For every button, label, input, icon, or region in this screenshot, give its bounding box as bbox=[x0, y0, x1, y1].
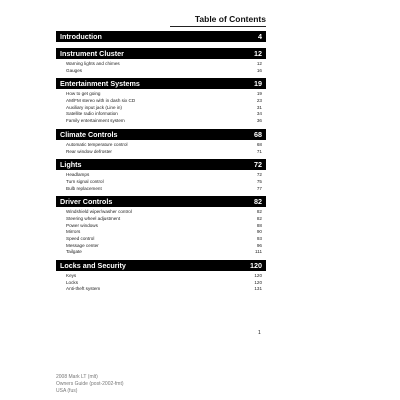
toc-section bbox=[56, 129, 266, 155]
toc-entry-page: 36 bbox=[256, 118, 262, 124]
toc-entry[interactable] bbox=[66, 286, 262, 293]
toc-entry[interactable] bbox=[66, 111, 262, 118]
section-header[interactable] bbox=[56, 260, 266, 271]
toc-entry-page: 12 bbox=[256, 61, 262, 66]
section-header[interactable] bbox=[56, 129, 266, 140]
section-page: 19 bbox=[254, 79, 262, 89]
section-page: 4 bbox=[258, 32, 262, 41]
toc-entry[interactable] bbox=[66, 249, 262, 256]
toc-entry-page: 75 bbox=[256, 178, 262, 184]
toc-section bbox=[56, 196, 266, 256]
section-header[interactable] bbox=[56, 48, 266, 59]
toc-entry-page: 23 bbox=[256, 98, 262, 104]
toc-entry[interactable] bbox=[66, 179, 262, 186]
toc-entry-label: How to get going bbox=[66, 91, 101, 97]
section-page: 68 bbox=[254, 129, 262, 139]
section-title: Locks and Security bbox=[60, 261, 126, 271]
toc-entry-page: 77 bbox=[256, 185, 262, 191]
section-header[interactable] bbox=[56, 159, 266, 170]
section-page: 12 bbox=[254, 49, 262, 58]
toc-entry[interactable] bbox=[66, 209, 262, 216]
section-items bbox=[56, 61, 266, 74]
footer-line-region: USA (fus) bbox=[56, 388, 78, 394]
page-number: 1 bbox=[258, 330, 261, 336]
toc-entry-label: Gauges bbox=[66, 67, 83, 73]
toc-entry-page: 16 bbox=[256, 67, 262, 73]
toc-entry-label: Steering wheel adjustment bbox=[66, 215, 121, 221]
toc-entry-page: 88 bbox=[256, 222, 262, 228]
toc-entry[interactable] bbox=[66, 172, 262, 179]
toc-entry-label: Windshield wiper/washer control bbox=[66, 209, 132, 215]
toc-entry[interactable] bbox=[66, 149, 262, 156]
toc-entry-label: Mirrors bbox=[66, 229, 81, 235]
toc-entry-page: 120 bbox=[254, 273, 262, 279]
toc-entry[interactable] bbox=[66, 186, 262, 193]
section-title: Entertainment Systems bbox=[60, 79, 140, 89]
toc-entry-label: Tailgate bbox=[66, 249, 82, 255]
toc-entry-label: Speed control bbox=[66, 236, 95, 241]
footer-line-model: 2008 Mark LT (mlt) bbox=[56, 374, 98, 380]
section-page: 120 bbox=[250, 261, 262, 271]
toc-entry-label: Auxiliary input jack (Line in) bbox=[66, 104, 122, 110]
toc-entry-page: 34 bbox=[256, 111, 262, 117]
section-items bbox=[56, 273, 266, 293]
toc-entry-page: 131 bbox=[254, 286, 262, 292]
toc-entry-label: Turn signal control bbox=[66, 178, 104, 184]
page-title: Table of Contents bbox=[170, 14, 266, 27]
toc-entry-label: Locks bbox=[66, 279, 79, 285]
toc-entry-page: 111 bbox=[255, 249, 262, 255]
toc-entry[interactable] bbox=[66, 118, 262, 125]
toc-entry[interactable] bbox=[66, 223, 262, 230]
toc-entry-label: Keys bbox=[66, 273, 77, 279]
table-of-contents bbox=[56, 31, 266, 297]
toc-entry[interactable] bbox=[66, 236, 262, 243]
toc-entry-page: 120 bbox=[254, 279, 262, 285]
toc-section bbox=[56, 78, 266, 124]
section-header[interactable] bbox=[56, 31, 266, 42]
toc-entry[interactable] bbox=[66, 273, 262, 280]
toc-entry-page: 82 bbox=[256, 215, 262, 221]
toc-entry-page: 82 bbox=[256, 209, 262, 215]
toc-entry[interactable] bbox=[66, 243, 262, 250]
toc-entry[interactable] bbox=[66, 280, 262, 287]
toc-entry[interactable] bbox=[66, 91, 262, 98]
toc-entry-page: 96 bbox=[256, 242, 262, 248]
section-items bbox=[56, 172, 266, 192]
toc-entry-label: Bulb replacement bbox=[66, 185, 102, 191]
section-items bbox=[56, 209, 266, 256]
section-title: Introduction bbox=[60, 32, 102, 41]
section-title: Instrument Cluster bbox=[60, 49, 124, 58]
toc-entry-page: 68 bbox=[256, 141, 262, 147]
section-header[interactable] bbox=[56, 196, 266, 207]
toc-entry-page: 90 bbox=[256, 229, 262, 235]
section-page: 72 bbox=[254, 160, 262, 170]
section-header[interactable] bbox=[56, 78, 266, 89]
toc-entry-label: Family entertainment system bbox=[66, 118, 125, 124]
section-title: Driver Controls bbox=[60, 197, 113, 207]
toc-entry[interactable] bbox=[66, 229, 262, 236]
toc-entry-label: Message center bbox=[66, 242, 99, 248]
toc-section bbox=[56, 260, 266, 293]
toc-entry-label: Rear window defroster bbox=[66, 148, 112, 154]
toc-entry[interactable] bbox=[66, 142, 262, 149]
toc-entry[interactable] bbox=[66, 216, 262, 223]
toc-entry-page: 19 bbox=[256, 91, 262, 97]
toc-entry[interactable] bbox=[66, 105, 262, 112]
toc-entry-label: Power windows bbox=[66, 222, 98, 228]
section-items bbox=[56, 142, 266, 155]
toc-section bbox=[56, 159, 266, 192]
toc-entry-label: AM/FM stereo with in dash six CD bbox=[66, 98, 136, 104]
footer bbox=[56, 374, 176, 395]
section-title: Lights bbox=[60, 160, 82, 170]
toc-section bbox=[56, 31, 266, 48]
toc-entry[interactable] bbox=[66, 61, 262, 68]
toc-entry-page: 72 bbox=[256, 172, 262, 178]
section-page: 82 bbox=[254, 197, 262, 207]
toc-entry-label: Headlamps bbox=[66, 172, 90, 178]
toc-entry-label: Automatic temperature control bbox=[66, 141, 128, 147]
footer-line-guide: Owners Guide (post-2002-fmt) bbox=[56, 381, 124, 387]
toc-entry-page: 71 bbox=[256, 148, 262, 154]
toc-entry-page: 31 bbox=[256, 104, 262, 110]
toc-entry[interactable] bbox=[66, 98, 262, 105]
section-items bbox=[56, 91, 266, 124]
toc-entry-label: Anti-theft system bbox=[66, 286, 101, 292]
toc-entry-page: 93 bbox=[256, 236, 262, 241]
toc-entry[interactable] bbox=[66, 68, 262, 75]
toc-section bbox=[56, 48, 266, 74]
toc-entry-label: Satellite radio information bbox=[66, 111, 118, 117]
section-title: Climate Controls bbox=[60, 129, 118, 139]
toc-entry-label: Warning lights and chimes bbox=[66, 61, 120, 66]
